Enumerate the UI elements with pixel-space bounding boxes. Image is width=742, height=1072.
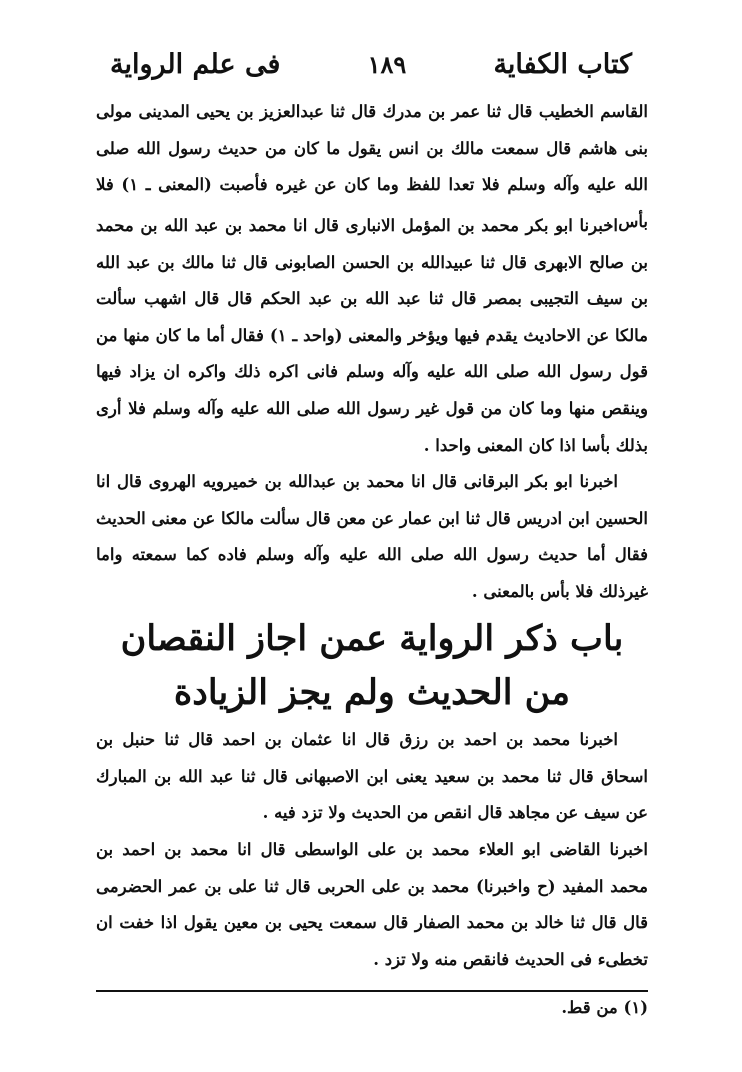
footnote-divider [96,990,648,992]
footnote: (١) من قط. [561,998,648,1017]
paragraph: اخبرنا محمد بن احمد بن رزق قال انا عثمان بن احمد قال ثنا حنبل بن اسحاق قال ثنا محمد بن سعيد يعنى ابن الاصبهانى قال ثنا عبد الله بن المبارك عن سيف عن مجاهد قال انقص من الحديث ولا تزد فيه . [96,730,648,823]
paragraph: اخبرنا ابو بكر البرقانى قال انا محمد بن عبدالله بن خميرويه الهروى قال انا الحسين ابن ادريس قال ثنا ابن عمار عن معن قال سألت مالكا عن معنى الحديث فقال أما حديث رسول الله صلى الله عليه وآله وسلم فاده كما سمعته واما غيرذلك فلا بأس بالمعنى . [96,472,648,601]
chapter-heading-line-2: من الحديث ولم يجز الزيادة [173,672,571,713]
book-subtitle: فى علم الرواية [110,48,281,80]
chapter-heading-line-1: باب ذكر الرواية عمن اجاز النقصان [120,618,624,659]
paragraph: اخبرنا ابو بكر محمد بن المؤمل الانبارى قال انا محمد بن عبد الله بن محمد بن صالح الابهرى قال ثنا عبيدالله بن الحسن الصابونى قال ثنا مالك بن عبد الله بن سيف التجيبى بمصر قال ثنا عبد الله بن عبد الحكم قال قال اشهب سألت مالكا عن الاحاديث يقدم فيها ويؤخر والمعنى (واحد ـ ١) فقال أما ما كان منها من قول رسول الله صلى الله عليه وآله وسلم فانى اكره ذلك واكره ان يزاد فيها وينقص منها وما كان من قول غير رسول الله صلى الله عليه وآله وسلم فلا أرى بذلك بأسا اذا كان المعنى واحدا . [96,216,648,455]
page-number: ١٨٩ [367,49,407,79]
running-header [110,44,632,84]
paragraph: القاسم الخطيب قال ثنا عمر بن مدرك قال ثنا عبدالعزيز بن يحيى المدينى مولى بنى هاشم قال سمعت مالك بن انس يقول ما كان من حديث رسول الله صلى الله عليه وآله وسلم فلا تعدا للفظ وما كان عن غيره فأصبت (المعنى ـ ١) فلا بأس . [96,102,648,231]
paragraph: اخبرنا القاضى ابو العلاء محمد بن على الواسطى قال انا محمد بن احمد بن محمد المفيد (ح واخبرنا) محمد بن على الحربى قال ثنا على بن عمر الحضرمى قال قال ثنا خالد بن محمد الصفار قال سمعت يحيى بن معين يقول اذا خفت ان تخطىء فى الحديث فانقص منه ولا تزد . [96,840,648,969]
text-block-3 [96,464,648,610]
chapter-heading [96,612,648,720]
book-title: كتاب الكفاية [493,48,632,80]
text-block-2 [96,208,648,464]
text-block-5 [96,832,648,978]
text-block-4 [96,722,648,832]
